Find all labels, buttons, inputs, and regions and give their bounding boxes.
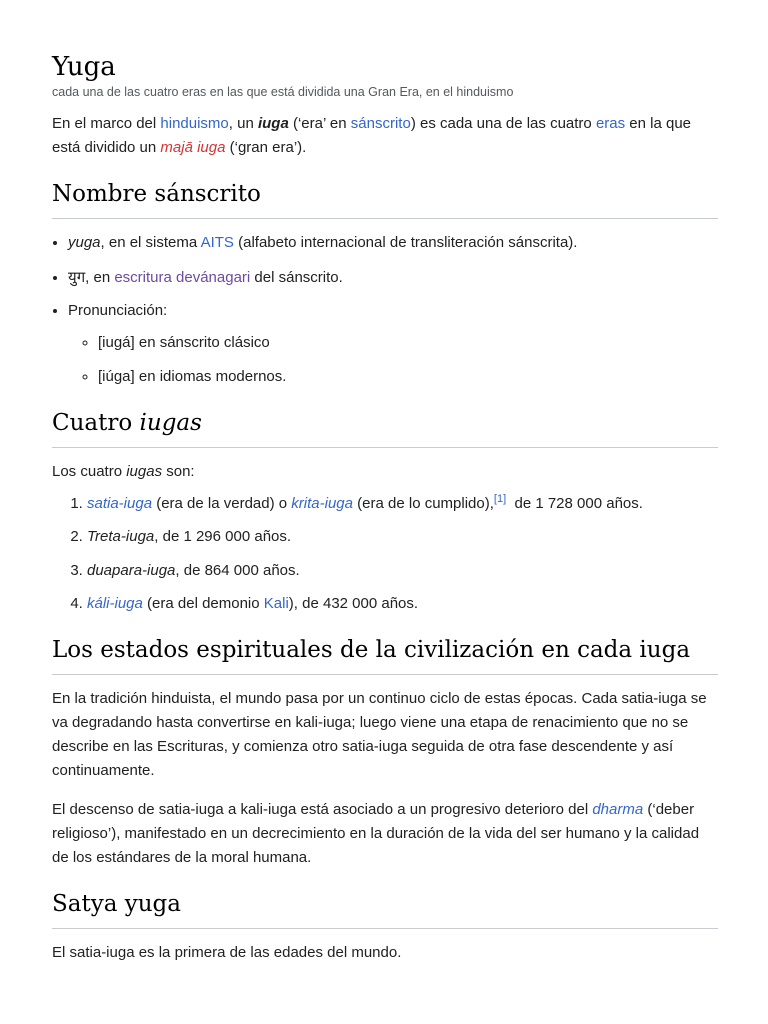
list-text: , de 864 000 años. [175,561,300,579]
heading-satya-yuga: Satya yuga [52,888,718,929]
list-item [87,525,718,549]
iugas-list [52,492,718,617]
list-item [87,559,718,583]
page-subtitle: cada una de las cuatro eras en las que está dividida una Gran Era, en el hinduismo [52,85,514,99]
paragraph-text: El descenso de satia-iuga a kali-iuga está asociado a un progresivo deterioro del [52,801,593,818]
link-hinduismo[interactable]: hinduismo [160,115,229,132]
link-aits[interactable]: AITS [200,234,234,251]
heading-text: Cuatro [52,409,140,436]
list-item [87,592,718,616]
link-label: satia-iuga [87,494,153,512]
link-krita-iuga[interactable] [291,495,353,512]
intro-text: ) es cada una de las cuatro [410,115,596,132]
intro-text: son: [162,462,195,480]
heading-estados-espirituales: Los estados espirituales de la civilización en cada iuga [52,634,718,675]
heading-nombre-sanscrito: Nombre sánscrito [52,178,718,219]
article-content [52,50,718,980]
link-maja-iuga-label: majā iuga [160,139,226,156]
heading-cuatro-iugas [52,407,718,448]
intro-text: , un [228,115,258,132]
paragraph-text: (‘deber religioso’), manifestado en un decrecimiento en la duración de la vida del ser humano y la calidad de los estándares de la moral humana. [52,801,700,866]
list-item [87,492,718,516]
page-title: Yuga [52,52,116,82]
link-label: káli-iuga [87,595,143,612]
pronunciacion-label: Pronunciación: [68,302,168,319]
list-item [68,299,718,389]
term-yuga: yuga [68,234,101,251]
link-label: dharma [592,801,644,818]
link-satia-iuga[interactable] [87,495,152,512]
list-text: (era de la verdad) o [152,494,292,512]
reference-link[interactable]: [1] [493,492,507,505]
term-duapara-iuga: duapara-iuga [87,561,176,579]
intro-text: (‘era’ en [288,115,351,132]
devanagari-term: युग [68,267,86,286]
link-dharma[interactable] [592,801,643,818]
list-text: (era de lo cumplido), [353,494,494,512]
list-text: , en [85,268,115,286]
satya-paragraph-1: El satia-iuga es la primera de las edades del mundo. [52,944,402,961]
link-maja-iuga[interactable] [160,139,225,156]
list-text: (alfabeto internacional de transliteración sánscrita). [233,234,578,251]
intro-text: En el marco del [52,115,161,132]
pronunciacion-sublist [68,331,718,389]
list-text: del sánscrito. [250,268,343,286]
list-text: , en el sistema [100,234,201,251]
intro-text: Los cuatro [52,462,127,480]
intro-paragraph [52,112,718,160]
list-item [68,231,718,255]
heading-emphasis: iugas [139,409,202,436]
term-iuga: iuga [257,115,289,132]
list-item [68,265,718,290]
nombre-list [52,231,718,389]
list-text: , de 1 296 000 años. [154,528,292,545]
list-text: ), de 432 000 años. [288,595,419,612]
link-sanscrito[interactable]: sánscrito [350,115,411,132]
link-label: krita-iuga [291,494,353,512]
link-eras[interactable]: eras [595,115,626,132]
intro-text: (‘gran era’). [225,139,307,156]
link-kali-iuga[interactable] [87,595,143,612]
link-escritura-devanagari[interactable]: escritura devánagari [114,268,251,286]
intro-emphasis: iugas [126,462,163,480]
list-text: de 1 728 000 años. [506,494,643,512]
cuatro-intro [52,460,718,484]
list-text: (era del demonio [142,595,264,612]
sublist-item: ◦ [iugá] en sánscrito clásico [98,331,718,355]
estados-paragraph-2 [52,798,718,870]
sublist-item: ◦ [iúga] en idiomas modernos. [98,365,718,389]
link-kali[interactable]: Kali [263,595,289,612]
estados-paragraph-1: En la tradición hinduista, el mundo pasa por un continuo ciclo de estas épocas. Cada satia-iuga se va degradando hasta convertirse en kali-iuga; luego viene una etapa de renacimiento que no se describe en las Escrituras, y comienza otro satia-iuga seguida de otra fase descendente y así continuamente. [52,690,707,779]
intro-text: en la que está dividido un [52,115,692,156]
term-treta-iuga: Treta-iuga [87,528,155,545]
